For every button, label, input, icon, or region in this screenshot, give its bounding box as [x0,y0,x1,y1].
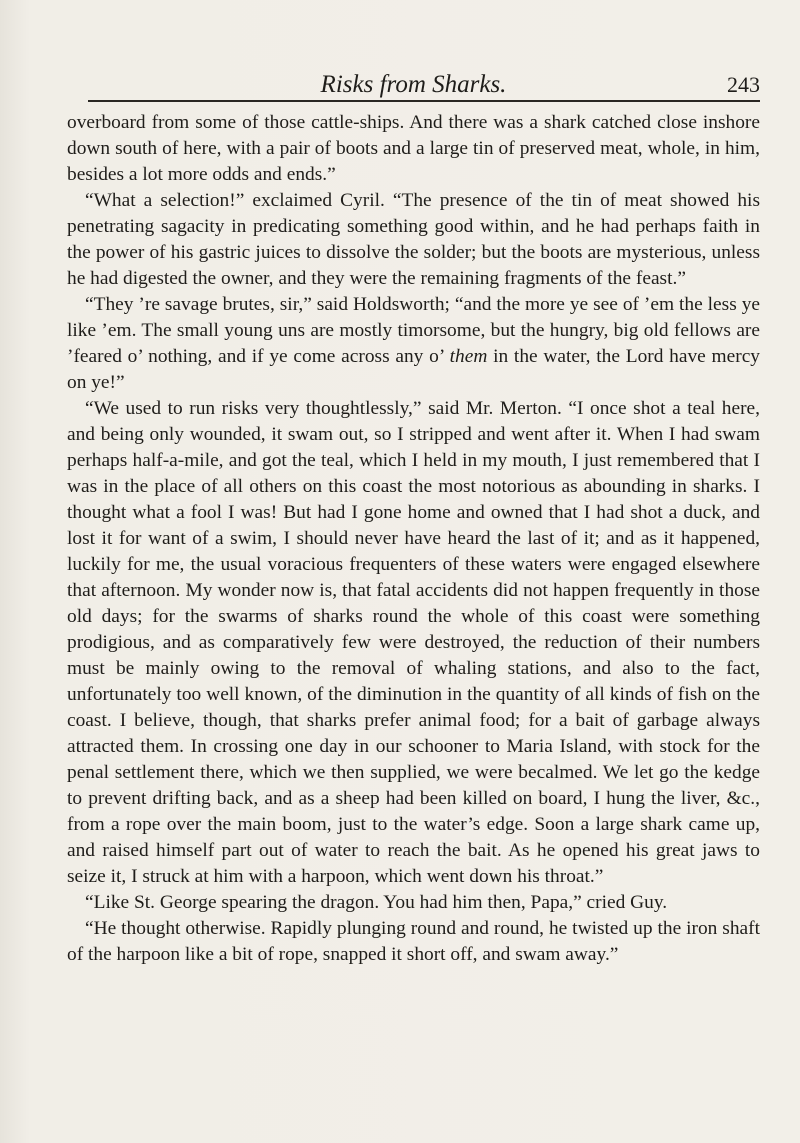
paragraph-4: “We used to run risks very thoughtlessly,” said Mr. Merton. “I once shot a teal here, and being only wounded, it swam out, so I stripped and went after it. When I had swam perhaps half-a-mile, and got the teal, which I held in my mouth, I just remembered that I was in the place of all others on this coast the most notorious as abounding in sharks. I thought what a fool I was! But had I gone home and owned that I had shot a duck, and lost it for want of a swim, I should never have heard the last of it; and as it happened, luckily for me, the usual voracious frequenters of these waters were engaged elsewhere that afternoon. My wonder now is, that fatal accidents did not happen frequently in those old days; for the swarms of sharks round the whole of this coast were something prodigious, and as comparatively few were destroyed, the reduction of their numbers must be mainly owing to the removal of whaling stations, and also to the fact, unfortunately too well known, of the diminution in the quantity of all kinds of fish on the coast. I believe, though, that sharks prefer animal food; for a bait of garbage always attracted them. In crossing one day in our schooner to Maria Island, with stock for the penal settlement there, which we then supplied, we were becalmed. We let go the kedge to prevent drifting back, and as a sheep had been killed on board, I hung the liver, &c., from a rope over the main boom, just to the water’s edge. Soon a large shark came up, and raised himself part out of water to reach the bait. As he opened his great jaws to seize it, I struck at him with a harpoon, which went down his throat.” [67,398,760,887]
body-text [67,110,760,968]
paragraph-6: “He thought otherwise. Rapidly plunging round and round, he twisted up the iron shaft of the harpoon like a bit of rope, snapped it short off, and swam away.” [67,918,760,965]
page-header [67,70,760,100]
running-title: Risks from Sharks. [320,71,507,98]
header-rule [88,100,760,102]
paragraph-3-part-1: “They ’re savage brutes, sir,” said Holdsworth; “and the more ye see of ’em the less ye like ’em. The small young uns are mostly timorsome, but the hungry, big old fellows are ’feared o’ nothing, and if ye come across any o’ [67,294,760,367]
emphasis-them: them [449,346,488,367]
paragraph-1: overboard from some of those cattle-ships. And there was a shark catched close inshore down south of here, with a pair of boots and a large tin of preserved meat, whole, in him, besides a lot more odds and ends.” [67,112,760,185]
paragraph-2: “What a selection!” exclaimed Cyril. “The presence of the tin of meat showed his penetrating sagacity in predicating something good within, and he had perhaps faith in the power of his gastric juices to dissolve the solder; but the boots are mysterious, unless he had digested the owner, and they were the remaining fragments of the feast.” [67,190,760,289]
paragraph-5: “Like St. George spearing the dragon. You had him then, Papa,” cried Guy. [85,892,668,913]
paragraph-3-part-2: in the water, the Lord have mercy on ye!” [67,346,760,393]
page-number: 243 [727,72,760,97]
paragraph-3 [67,292,760,396]
